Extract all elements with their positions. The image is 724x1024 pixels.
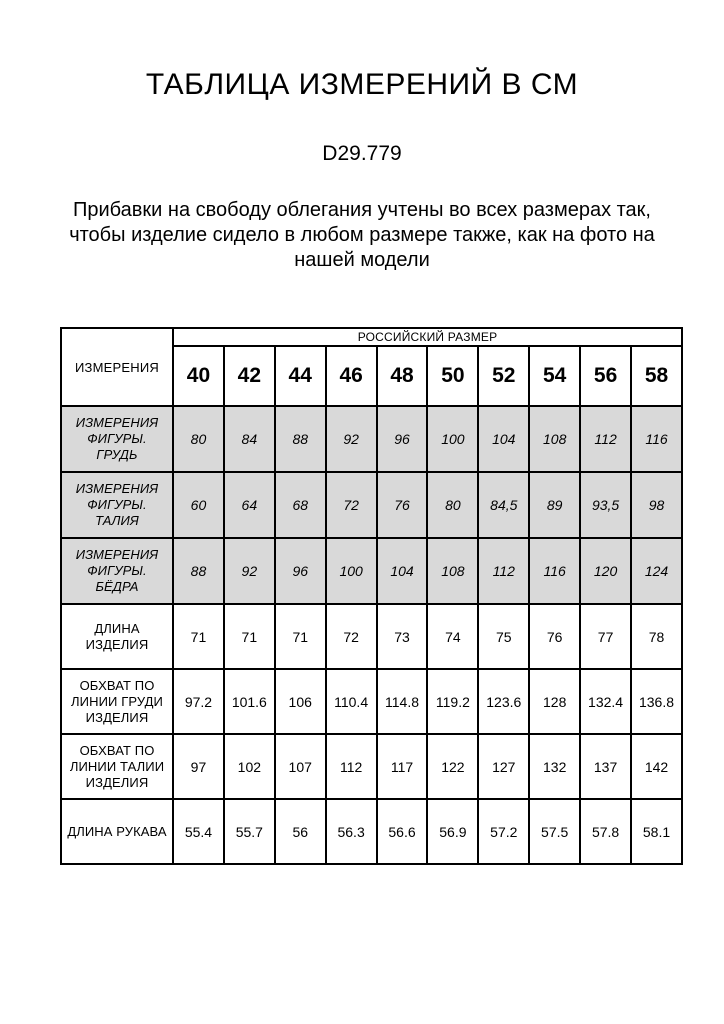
value-cell: 68: [275, 472, 326, 538]
russian-size-header: РОССИЙСКИЙ РАЗМЕР: [173, 328, 682, 346]
value-cell: 120: [580, 538, 631, 604]
size-group-row: [61, 328, 682, 346]
value-cell: 110.4: [326, 669, 377, 734]
value-cell: 112: [478, 538, 529, 604]
value-cell: 98: [631, 472, 682, 538]
value-cell: 122: [427, 734, 478, 799]
value-cell: 76: [529, 604, 580, 669]
table-row: [61, 734, 682, 799]
value-cell: 55.4: [173, 799, 224, 864]
value-cell: 84: [224, 406, 275, 472]
value-cell: 92: [224, 538, 275, 604]
value-cell: 132: [529, 734, 580, 799]
size-table: [60, 327, 683, 865]
value-cell: 100: [326, 538, 377, 604]
table-row: [61, 604, 682, 669]
size-column-header: 58: [631, 346, 682, 406]
value-cell: 106: [275, 669, 326, 734]
size-column-header: 44: [275, 346, 326, 406]
row-label: ОБХВАТ ПО ЛИНИИ ГРУДИ ИЗДЕЛИЯ: [61, 669, 173, 734]
value-cell: 88: [275, 406, 326, 472]
value-cell: 93,5: [580, 472, 631, 538]
value-cell: 89: [529, 472, 580, 538]
fit-note: Прибавки на свободу облегания учтены во всех размерах так, чтобы изделие сидело в любом размере также, как на фото на нашей модели: [69, 199, 655, 271]
value-cell: 132.4: [580, 669, 631, 734]
value-cell: 104: [478, 406, 529, 472]
value-cell: 72: [326, 604, 377, 669]
table-row: [61, 472, 682, 538]
value-cell: 101.6: [224, 669, 275, 734]
value-cell: 80: [173, 406, 224, 472]
value-cell: 72: [326, 472, 377, 538]
value-cell: 112: [326, 734, 377, 799]
value-cell: 71: [173, 604, 224, 669]
size-column-header: 40: [173, 346, 224, 406]
value-cell: 88: [173, 538, 224, 604]
value-cell: 71: [275, 604, 326, 669]
value-cell: 57.5: [529, 799, 580, 864]
value-cell: 97: [173, 734, 224, 799]
row-label: ИЗМЕРЕНИЯ ФИГУРЫ. БЁДРА: [61, 538, 173, 604]
value-cell: 74: [427, 604, 478, 669]
value-cell: 127: [478, 734, 529, 799]
value-cell: 119.2: [427, 669, 478, 734]
value-cell: 73: [377, 604, 428, 669]
value-cell: 123.6: [478, 669, 529, 734]
size-column-header: 46: [326, 346, 377, 406]
value-cell: 124: [631, 538, 682, 604]
value-cell: 114.8: [377, 669, 428, 734]
value-cell: 77: [580, 604, 631, 669]
value-cell: 58.1: [631, 799, 682, 864]
value-cell: 142: [631, 734, 682, 799]
value-cell: 108: [427, 538, 478, 604]
page-title: ТАБЛИЦА ИЗМЕРЕНИЙ В СМ: [145, 68, 579, 101]
value-cell: 116: [631, 406, 682, 472]
value-cell: 112: [580, 406, 631, 472]
row-label: ОБХВАТ ПО ЛИНИИ ТАЛИИ ИЗДЕЛИЯ: [61, 734, 173, 799]
size-column-header: 52: [478, 346, 529, 406]
value-cell: 92: [326, 406, 377, 472]
row-label: ДЛИНА ИЗДЕЛИЯ: [61, 604, 173, 669]
row-label: ИЗМЕРЕНИЯ ФИГУРЫ. ТАЛИЯ: [61, 472, 173, 538]
size-column-header: 56: [580, 346, 631, 406]
value-cell: 76: [377, 472, 428, 538]
value-cell: 84,5: [478, 472, 529, 538]
value-cell: 56.6: [377, 799, 428, 864]
value-cell: 78: [631, 604, 682, 669]
value-cell: 96: [275, 538, 326, 604]
value-cell: 55.7: [224, 799, 275, 864]
table-row: [61, 799, 682, 864]
value-cell: 108: [529, 406, 580, 472]
size-column-header: 54: [529, 346, 580, 406]
value-cell: 75: [478, 604, 529, 669]
value-cell: 116: [529, 538, 580, 604]
value-cell: 117: [377, 734, 428, 799]
value-cell: 97.2: [173, 669, 224, 734]
value-cell: 136.8: [631, 669, 682, 734]
value-cell: 57.8: [580, 799, 631, 864]
table-row: [61, 538, 682, 604]
size-column-header: 42: [224, 346, 275, 406]
value-cell: 56: [275, 799, 326, 864]
value-cell: 80: [427, 472, 478, 538]
value-cell: 128: [529, 669, 580, 734]
value-cell: 64: [224, 472, 275, 538]
value-cell: 100: [427, 406, 478, 472]
row-label: ДЛИНА РУКАВА: [61, 799, 173, 864]
value-cell: 137: [580, 734, 631, 799]
value-cell: 107: [275, 734, 326, 799]
value-cell: 102: [224, 734, 275, 799]
value-cell: 56.3: [326, 799, 377, 864]
value-cell: 104: [377, 538, 428, 604]
article-code: D29.779: [322, 142, 402, 165]
size-column-header: 50: [427, 346, 478, 406]
size-table-body: [61, 406, 682, 864]
table-row: [61, 406, 682, 472]
value-cell: 96: [377, 406, 428, 472]
table-row: [61, 669, 682, 734]
value-cell: 71: [224, 604, 275, 669]
measurements-header: ИЗМЕРЕНИЯ: [61, 328, 173, 406]
value-cell: 56.9: [427, 799, 478, 864]
row-label: ИЗМЕРЕНИЯ ФИГУРЫ. ГРУДЬ: [61, 406, 173, 472]
value-cell: 57.2: [478, 799, 529, 864]
value-cell: 60: [173, 472, 224, 538]
size-column-header: 48: [377, 346, 428, 406]
